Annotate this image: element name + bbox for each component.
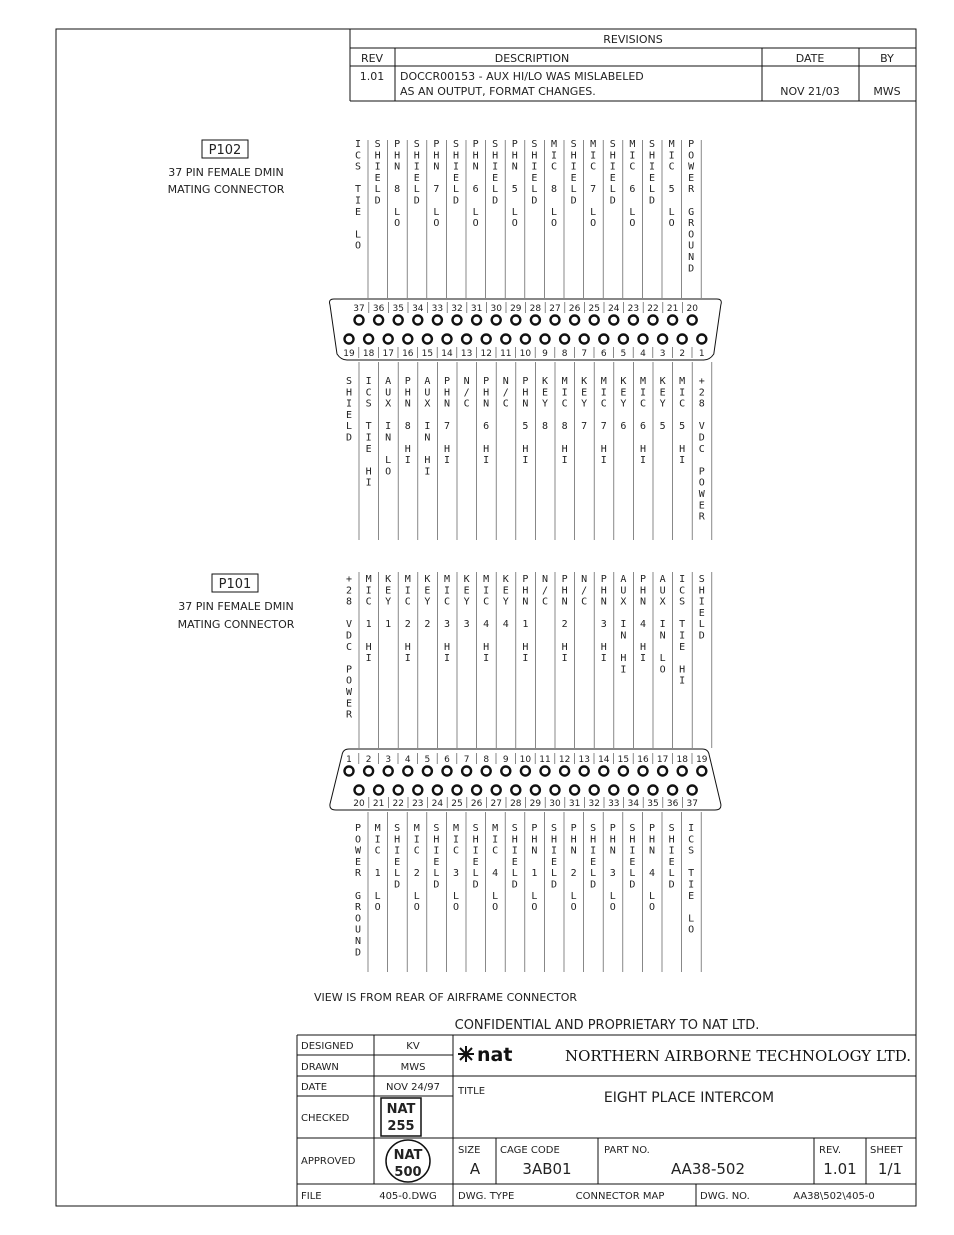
p102-pin-number: 2 xyxy=(679,349,686,359)
drawn-value: MWS xyxy=(400,1062,426,1073)
logo-text: nat xyxy=(477,1044,513,1066)
p102-pin-label: P O W E R G R O U N D xyxy=(688,139,695,275)
p102-pin xyxy=(629,316,638,325)
size-value: A xyxy=(469,1160,481,1178)
p102-pin xyxy=(482,335,491,344)
p101-pin-number: 22 xyxy=(392,799,404,809)
drawing-title: EIGHT PLACE INTERCOM xyxy=(603,1090,775,1106)
p101-pin-label: A U X I N L O xyxy=(659,574,666,676)
p102-pin-number: 7 xyxy=(581,349,588,359)
p101-pin-label: S H I E L D xyxy=(433,823,440,891)
p102-pin xyxy=(649,316,658,325)
p102-pin xyxy=(599,335,608,344)
p102-pin-number: 30 xyxy=(490,304,502,314)
p101-pin-label: K E Y 3 xyxy=(463,574,470,631)
p102-pin-number: 16 xyxy=(402,349,414,359)
p101-pin xyxy=(649,786,658,795)
p101-connector xyxy=(330,572,721,972)
p101-pin xyxy=(541,767,550,776)
dwg-no-label: DWG. NO. xyxy=(700,1191,750,1202)
p101-pin-label: M I C 1 L O xyxy=(374,823,381,914)
p101-pin-label: P H N 4 H I xyxy=(639,574,647,665)
p102-pin-label: M I C 7 H I xyxy=(600,376,607,467)
view-note: VIEW IS FROM REAR OF AIRFRAME CONNECTOR xyxy=(314,991,578,1004)
star-icon xyxy=(458,1046,474,1062)
p102-pin-label: M I C 5 H I xyxy=(679,376,686,467)
p101-pin xyxy=(443,767,452,776)
p102-pin-number: 18 xyxy=(362,349,375,359)
checked-stamp-line2: 255 xyxy=(387,1119,415,1134)
p101-pin xyxy=(453,786,462,795)
p102-pin-label: + 2 8 V D C P O W E R xyxy=(698,376,705,523)
sheet-value: 1/1 xyxy=(877,1160,903,1178)
p102-pin-label: I C S T I E H I xyxy=(365,376,372,489)
p101-pin-number: 15 xyxy=(617,755,630,765)
p101-pin-label: M I C 4 H I xyxy=(483,574,490,665)
p102-pin-label: M I C 8 H I xyxy=(561,376,568,467)
p102-pin-number: 9 xyxy=(542,349,548,359)
p101-pin xyxy=(658,767,667,776)
p101-pin-label: P H N 2 L O xyxy=(570,823,577,914)
approved-label: APPROVED xyxy=(301,1156,356,1167)
p101-pin-number: 33 xyxy=(608,799,620,809)
p101-pin-label: S H I E L D xyxy=(698,574,705,642)
rev-desc-line2: AS AN OUTPUT, FORMAT CHANGES. xyxy=(400,85,596,98)
p101-pin xyxy=(492,786,501,795)
p102-pin xyxy=(472,316,481,325)
cage-label: CAGE CODE xyxy=(500,1145,560,1156)
p102-pin-number: 26 xyxy=(568,304,581,314)
rev-label: REV. xyxy=(819,1145,841,1156)
p102-pin xyxy=(580,335,589,344)
part-value: AA38-502 xyxy=(670,1160,746,1178)
revision-block xyxy=(350,29,916,101)
p101-pin-label: M I C 3 L O xyxy=(452,823,460,914)
p102-pin-number: 17 xyxy=(382,349,394,359)
p101-pin xyxy=(394,786,403,795)
p102-pin-number: 19 xyxy=(343,349,355,359)
p102-pin xyxy=(345,335,354,344)
p102-pin-number: 33 xyxy=(431,304,444,314)
dwg-type-label: DWG. TYPE xyxy=(458,1191,515,1202)
part-label: PART NO. xyxy=(604,1145,650,1156)
approved-stamp xyxy=(386,1140,430,1182)
p102-pin xyxy=(551,316,560,325)
cage-value: 3AB01 xyxy=(522,1160,572,1178)
p101-pin-label: S H I E L D xyxy=(629,823,636,891)
p102-pin-label: M I C 7 L O xyxy=(590,139,597,230)
p101-pin-number: 10 xyxy=(519,755,532,765)
p102-pin-label: A U X I N H I xyxy=(424,376,431,478)
rev-title-value: 1.01 xyxy=(823,1160,857,1178)
p102-pin-number: 5 xyxy=(620,349,627,359)
p102-pin-label: P H N 5 H I xyxy=(522,376,529,467)
p101-pin-number: 28 xyxy=(510,799,522,809)
p101-label-block xyxy=(178,574,295,631)
p102-pin-label: S H I E L D xyxy=(492,139,499,207)
p102-pin xyxy=(590,316,599,325)
p101-pin-label: K E Y 1 xyxy=(385,574,392,631)
p102-pin xyxy=(560,335,569,344)
p101-pin xyxy=(403,767,412,776)
p101-desc1: 37 PIN FEMALE DMIN xyxy=(178,600,294,613)
p101-pin xyxy=(355,786,364,795)
p102-pin xyxy=(609,316,618,325)
p102-pin-label: S H I E L D xyxy=(648,139,656,207)
p101-pin xyxy=(482,767,491,776)
p102-pin-label: A U X I N L O xyxy=(385,376,392,478)
p102-pin-number: 8 xyxy=(561,349,568,359)
p101-pin-label: I C S T I E L O xyxy=(688,823,695,936)
approved-stamp-line2: 500 xyxy=(394,1165,422,1180)
p101-pin-number: 17 xyxy=(656,755,669,765)
revisions-header: REVISIONS xyxy=(603,33,663,46)
p101-pin-label: N / C xyxy=(541,574,549,608)
p102-pin xyxy=(658,335,667,344)
p101-pin-number: 8 xyxy=(483,755,490,765)
p102-pin-label: P H N 8 H I xyxy=(404,376,411,467)
confidential-note: CONFIDENTIAL AND PROPRIETARY TO NAT LTD. xyxy=(454,1018,760,1033)
p101-pin-number: 1 xyxy=(346,755,352,765)
p101-pin-number: 31 xyxy=(568,799,581,809)
p101-pin-number: 25 xyxy=(451,799,463,809)
rev-date: NOV 21/03 xyxy=(780,85,840,98)
p101-pin-label: S H I E L D xyxy=(394,823,401,891)
p101-pin-label: M I C 2 L O xyxy=(413,823,420,914)
p101-pin-label: S H I E L D xyxy=(550,823,558,891)
p102-pin xyxy=(492,316,501,325)
p101-pin-label: N / C xyxy=(581,574,588,608)
company-name: NORTHERN AIRBORNE TECHNOLOGY LTD. xyxy=(564,1047,911,1065)
p101-pin xyxy=(609,786,618,795)
approved-stamp-line1: NAT xyxy=(393,1148,423,1163)
p102-pin-number: 36 xyxy=(372,304,385,314)
p102-pin-number: 31 xyxy=(470,304,483,314)
p102-pin-number: 1 xyxy=(698,349,705,359)
p101-pin-label: P H N 3 L O xyxy=(609,823,616,914)
p102-pin xyxy=(541,335,550,344)
p101-pin-number: 37 xyxy=(686,799,698,809)
p101-pin-label: P H N 1 H I xyxy=(522,574,529,665)
p101-pin-label: S H I E L D xyxy=(590,823,597,891)
p101-pin xyxy=(551,786,560,795)
p101-pin-label: M I C 4 L O xyxy=(492,823,499,914)
p102-pin-number: 28 xyxy=(529,304,542,314)
p101-pin xyxy=(599,767,608,776)
p102-pin xyxy=(511,316,520,325)
p102-pin-label: S H I E L D xyxy=(531,139,538,207)
p101-pin xyxy=(423,767,432,776)
p101-pin-number: 32 xyxy=(588,799,600,809)
p102-pin xyxy=(423,335,432,344)
p101-pin xyxy=(511,786,520,795)
p102-pin-number: 6 xyxy=(600,349,607,359)
p102-label-block xyxy=(168,140,285,196)
dwg-type-value: CONNECTOR MAP xyxy=(575,1191,665,1202)
p101-pin xyxy=(668,786,677,795)
p102-name: P102 xyxy=(208,143,242,158)
p102-pin-label: M I C 6 L O xyxy=(629,139,636,230)
p102-pin xyxy=(668,316,677,325)
p102-desc2: MATING CONNECTOR xyxy=(167,183,285,196)
date-col-header: DATE xyxy=(795,52,825,65)
p102-pin-number: 20 xyxy=(686,304,698,314)
p102-pin xyxy=(521,335,530,344)
p101-pin-number: 12 xyxy=(558,755,571,765)
p101-pin-label: A U X I N H I xyxy=(620,574,627,676)
p101-pin-number: 4 xyxy=(404,755,411,765)
p102-pin-number: 22 xyxy=(647,304,659,314)
title-label: TITLE xyxy=(458,1086,486,1097)
p101-pin-number: 16 xyxy=(637,755,649,765)
p101-pin-label: S H I E L D xyxy=(668,823,675,891)
p101-pin-label: S H I E L D xyxy=(511,823,518,891)
p102-pin-number: 25 xyxy=(588,304,600,314)
p102-pin-label: S H I E L D xyxy=(609,139,616,207)
p101-pin-number: 2 xyxy=(365,755,372,765)
p101-pin-label: M I C 3 H I xyxy=(443,574,451,665)
p102-pin-label: S H I E L D xyxy=(374,139,381,207)
by-col-header: BY xyxy=(880,52,894,65)
p101-pin xyxy=(570,786,579,795)
p102-pin-number: 14 xyxy=(441,349,453,359)
p101-pin-label: M I C 1 H I xyxy=(365,574,372,665)
p102-pin-number: 10 xyxy=(519,349,532,359)
p101-pin xyxy=(345,767,354,776)
p101-pin-number: 34 xyxy=(627,799,640,809)
p102-pin xyxy=(355,316,364,325)
p102-pin-number: 27 xyxy=(549,304,561,314)
p102-pin-label: S H I E L D xyxy=(570,139,577,207)
p101-pin xyxy=(580,767,589,776)
p102-connector xyxy=(330,139,722,540)
p102-pin-number: 32 xyxy=(451,304,463,314)
p101-pin-number: 23 xyxy=(412,799,424,809)
p101-pin-number: 3 xyxy=(385,755,392,765)
p101-pin-number: 36 xyxy=(666,799,679,809)
drawn-label: DRAWN xyxy=(301,1062,339,1073)
p101-pin-number: 9 xyxy=(502,755,509,765)
p102-pin-label: P H N 7 L O xyxy=(433,139,440,230)
p101-pin-number: 7 xyxy=(463,755,470,765)
p101-pin-number: 5 xyxy=(424,755,431,765)
p102-pin-number: 13 xyxy=(460,349,473,359)
p101-pin xyxy=(501,767,510,776)
size-label: SIZE xyxy=(458,1145,481,1156)
p101-pin-number: 20 xyxy=(353,799,365,809)
p101-pin-number: 19 xyxy=(696,755,708,765)
sheet-label: SHEET xyxy=(870,1145,903,1156)
p101-pin-number: 18 xyxy=(676,755,688,765)
p102-pin-number: 21 xyxy=(666,304,679,314)
p102-pin-number: 4 xyxy=(640,349,646,359)
title-block xyxy=(297,1035,916,1206)
p101-pin xyxy=(531,786,540,795)
p102-pin-label: S H I E L D xyxy=(452,139,460,207)
p101-pin-number: 35 xyxy=(647,799,659,809)
p101-pin-number: 27 xyxy=(490,799,502,809)
p101-pin xyxy=(364,767,373,776)
p102-pin-number: 34 xyxy=(412,304,424,314)
p102-pin xyxy=(531,316,540,325)
p102-pin-number: 29 xyxy=(510,304,522,314)
p102-pin xyxy=(394,316,403,325)
p102-pin xyxy=(688,316,697,325)
rev-value: 1.01 xyxy=(359,70,385,83)
p101-pin xyxy=(472,786,481,795)
rev-by: MWS xyxy=(873,85,901,98)
p102-pin-label: P H N 7 H I xyxy=(443,376,451,467)
p102-pin xyxy=(639,335,648,344)
p101-pin-number: 11 xyxy=(539,755,551,765)
p102-pin xyxy=(364,335,373,344)
p101-pin-label: I C S T I E H I xyxy=(679,574,686,687)
p101-pin-label: M I C 2 H I xyxy=(404,574,411,665)
p101-pin-number: 26 xyxy=(470,799,483,809)
p101-pin-number: 30 xyxy=(549,799,561,809)
p102-pin xyxy=(374,316,383,325)
p102-pin xyxy=(384,335,393,344)
p102-pin-label: M I C 5 L O xyxy=(668,139,675,230)
p101-pin-label: K E Y 4 xyxy=(502,574,509,631)
p101-pin xyxy=(697,767,706,776)
p102-pin-label: I C S T I E L O xyxy=(354,139,362,252)
checked-stamp xyxy=(381,1098,421,1136)
p102-pin-number: 23 xyxy=(627,304,640,314)
p102-pin-label: K E Y 5 xyxy=(659,376,666,433)
p101-pin-label: P H N 4 L O xyxy=(648,823,656,914)
p102-pin-label: M I C 6 H I xyxy=(639,376,647,467)
p101-pin xyxy=(521,767,530,776)
p101-pin-label: + 2 8 V D C P O W E R xyxy=(345,574,353,721)
p102-pin-label: M I C 8 L O xyxy=(550,139,558,230)
p101-pin xyxy=(590,786,599,795)
checked-label: CHECKED xyxy=(301,1113,350,1124)
p102-pin-label: N / C xyxy=(463,376,470,410)
p102-pin-label: K E Y 6 xyxy=(620,376,627,433)
p101-pin-number: 24 xyxy=(431,799,444,809)
p101-pin xyxy=(413,786,422,795)
p102-pin-label: S H I E L D xyxy=(413,139,420,207)
p102-pin xyxy=(678,335,687,344)
p101-pin-label: P H N 3 H I xyxy=(600,574,607,665)
p101-pin-label: P H N 1 L O xyxy=(531,823,538,914)
p101-pin-label: P O W E R G R O U N D xyxy=(354,823,362,959)
p101-pin-number: 21 xyxy=(372,799,385,809)
p101-pin-label: K E Y 2 xyxy=(424,574,431,631)
date-value: NOV 24/97 xyxy=(385,1082,441,1093)
p102-pin xyxy=(570,316,579,325)
p101-pin xyxy=(688,786,697,795)
p102-pin-label: P H N 5 L O xyxy=(511,139,518,230)
p101-pin xyxy=(560,767,569,776)
designed-label: DESIGNED xyxy=(301,1041,354,1052)
p101-pin xyxy=(462,767,471,776)
p102-pin-label: N / C xyxy=(502,376,509,410)
p102-pin-label: S H I E L D xyxy=(345,376,353,444)
p101-pin-number: 6 xyxy=(444,755,450,765)
p102-pin xyxy=(501,335,510,344)
p102-pin-number: 15 xyxy=(421,349,434,359)
p101-pin xyxy=(374,786,383,795)
rev-col-header: REV xyxy=(360,52,384,65)
p102-pin-number: 11 xyxy=(500,349,512,359)
file-label: FILE xyxy=(301,1191,322,1202)
p102-pin xyxy=(619,335,628,344)
p101-pin xyxy=(384,767,393,776)
p101-pin xyxy=(619,767,628,776)
p102-pin xyxy=(453,316,462,325)
p102-pin-number: 35 xyxy=(392,304,404,314)
desc-col-header: DESCRIPTION xyxy=(494,52,570,65)
p102-pin xyxy=(403,335,412,344)
p101-pin xyxy=(639,767,648,776)
p102-pin xyxy=(462,335,471,344)
p101-pin xyxy=(433,786,442,795)
p102-pin-number: 37 xyxy=(353,304,365,314)
designed-value: KV xyxy=(406,1041,420,1052)
p101-desc2: MATING CONNECTOR xyxy=(177,618,295,631)
p101-name: P101 xyxy=(218,577,252,592)
p102-pin-label: P H N 6 L O xyxy=(472,139,479,230)
nat-logo xyxy=(458,1044,512,1066)
p101-pin xyxy=(629,786,638,795)
file-value: 405-0.DWG xyxy=(379,1191,437,1202)
p102-pin xyxy=(433,316,442,325)
p102-pin-number: 3 xyxy=(659,349,666,359)
p101-pin xyxy=(678,767,687,776)
rev-desc-line1: DOCCR00153 - AUX HI/LO WAS MISLABELED xyxy=(400,70,644,83)
checked-stamp-line1: NAT xyxy=(386,1102,416,1117)
p102-pin xyxy=(697,335,706,344)
p101-pin-number: 13 xyxy=(578,755,590,765)
date-label: DATE xyxy=(301,1082,328,1093)
p101-pin-label: P H N 2 H I xyxy=(561,574,568,665)
p102-pin-label: K E Y 7 xyxy=(581,376,588,433)
p101-pin-label: S H I E L D xyxy=(472,823,479,891)
p102-pin xyxy=(443,335,452,344)
dwg-no-value: AA38\502\405-0 xyxy=(793,1191,875,1202)
p102-desc1: 37 PIN FEMALE DMIN xyxy=(168,166,284,179)
p102-pin-number: 24 xyxy=(608,304,620,314)
p102-pin xyxy=(413,316,422,325)
p102-pin-label: K E Y 8 xyxy=(541,376,549,433)
p102-pin-number: 12 xyxy=(480,349,492,359)
p102-pin-label: P H N 6 H I xyxy=(483,376,490,467)
p101-pin-number: 29 xyxy=(529,799,542,809)
p102-pin-label: P H N 8 L O xyxy=(394,139,401,230)
p101-pin-number: 14 xyxy=(598,755,610,765)
